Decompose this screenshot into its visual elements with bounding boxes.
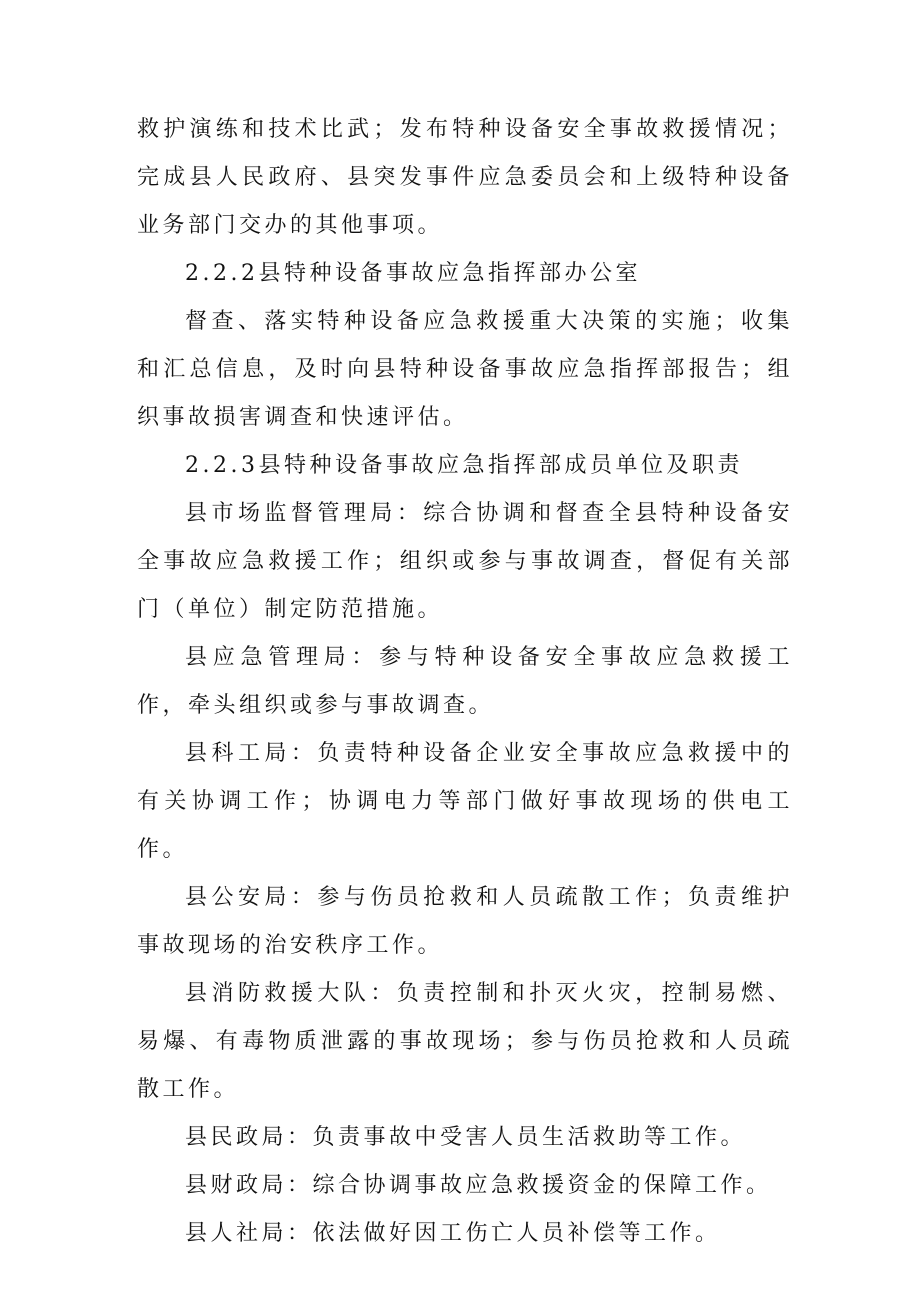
paragraph-emergency-management: 县应急管理局：参与特种设备安全事故应急救援工作，牵头组织或参与事故调查。 — [137, 645, 793, 718]
paragraph-science-industry: 县科工局：负责特种设备企业安全事故应急救援中的有关协调工作；协调电力等部门做好事故现场的供电工作。 — [137, 741, 793, 862]
document-body — [137, 106, 793, 1258]
paragraph-office-duties: 督查、落实特种设备应急救援重大决策的实施；收集和汇总信息，及时向县特种设备事故应急指挥部报告；组织事故损害调查和快速评估。 — [137, 309, 793, 430]
paragraph-market-supervision: 县市场监督管理局：综合协调和督查全县特种设备安全事故应急救援工作；组织或参与事故调查，督促有关部门（单位）制定防范措施。 — [137, 501, 793, 622]
paragraph-fire-rescue: 县消防救援大队：负责控制和扑灭火灾，控制易燃、易爆、有毒物质泄露的事故现场；参与伤员抢救和人员疏散工作。 — [137, 981, 793, 1102]
section-heading-2-2-3: 2.2.3县特种设备事故应急指挥部成员单位及职责 — [185, 453, 743, 478]
paragraph-human-resources: 县人社局：依法做好因工伤亡人员补偿等工作。 — [185, 1221, 721, 1246]
paragraph-continuation: 救护演练和技术比武；发布特种设备安全事故救援情况；完成县人民政府、县突发事件应急委员会和上级特种设备业务部门交办的其他事项。 — [137, 117, 793, 238]
paragraph-civil-affairs: 县民政局：负责事故中受害人员生活救助等工作。 — [185, 1125, 747, 1150]
paragraph-public-security: 县公安局：参与伤员抢救和人员疏散工作；负责维护事故现场的治安秩序工作。 — [137, 885, 793, 958]
paragraph-finance: 县财政局：综合协调事故应急救援资金的保障工作。 — [185, 1173, 772, 1198]
section-heading-2-2-2: 2.2.2县特种设备事故应急指挥部办公室 — [185, 261, 641, 286]
